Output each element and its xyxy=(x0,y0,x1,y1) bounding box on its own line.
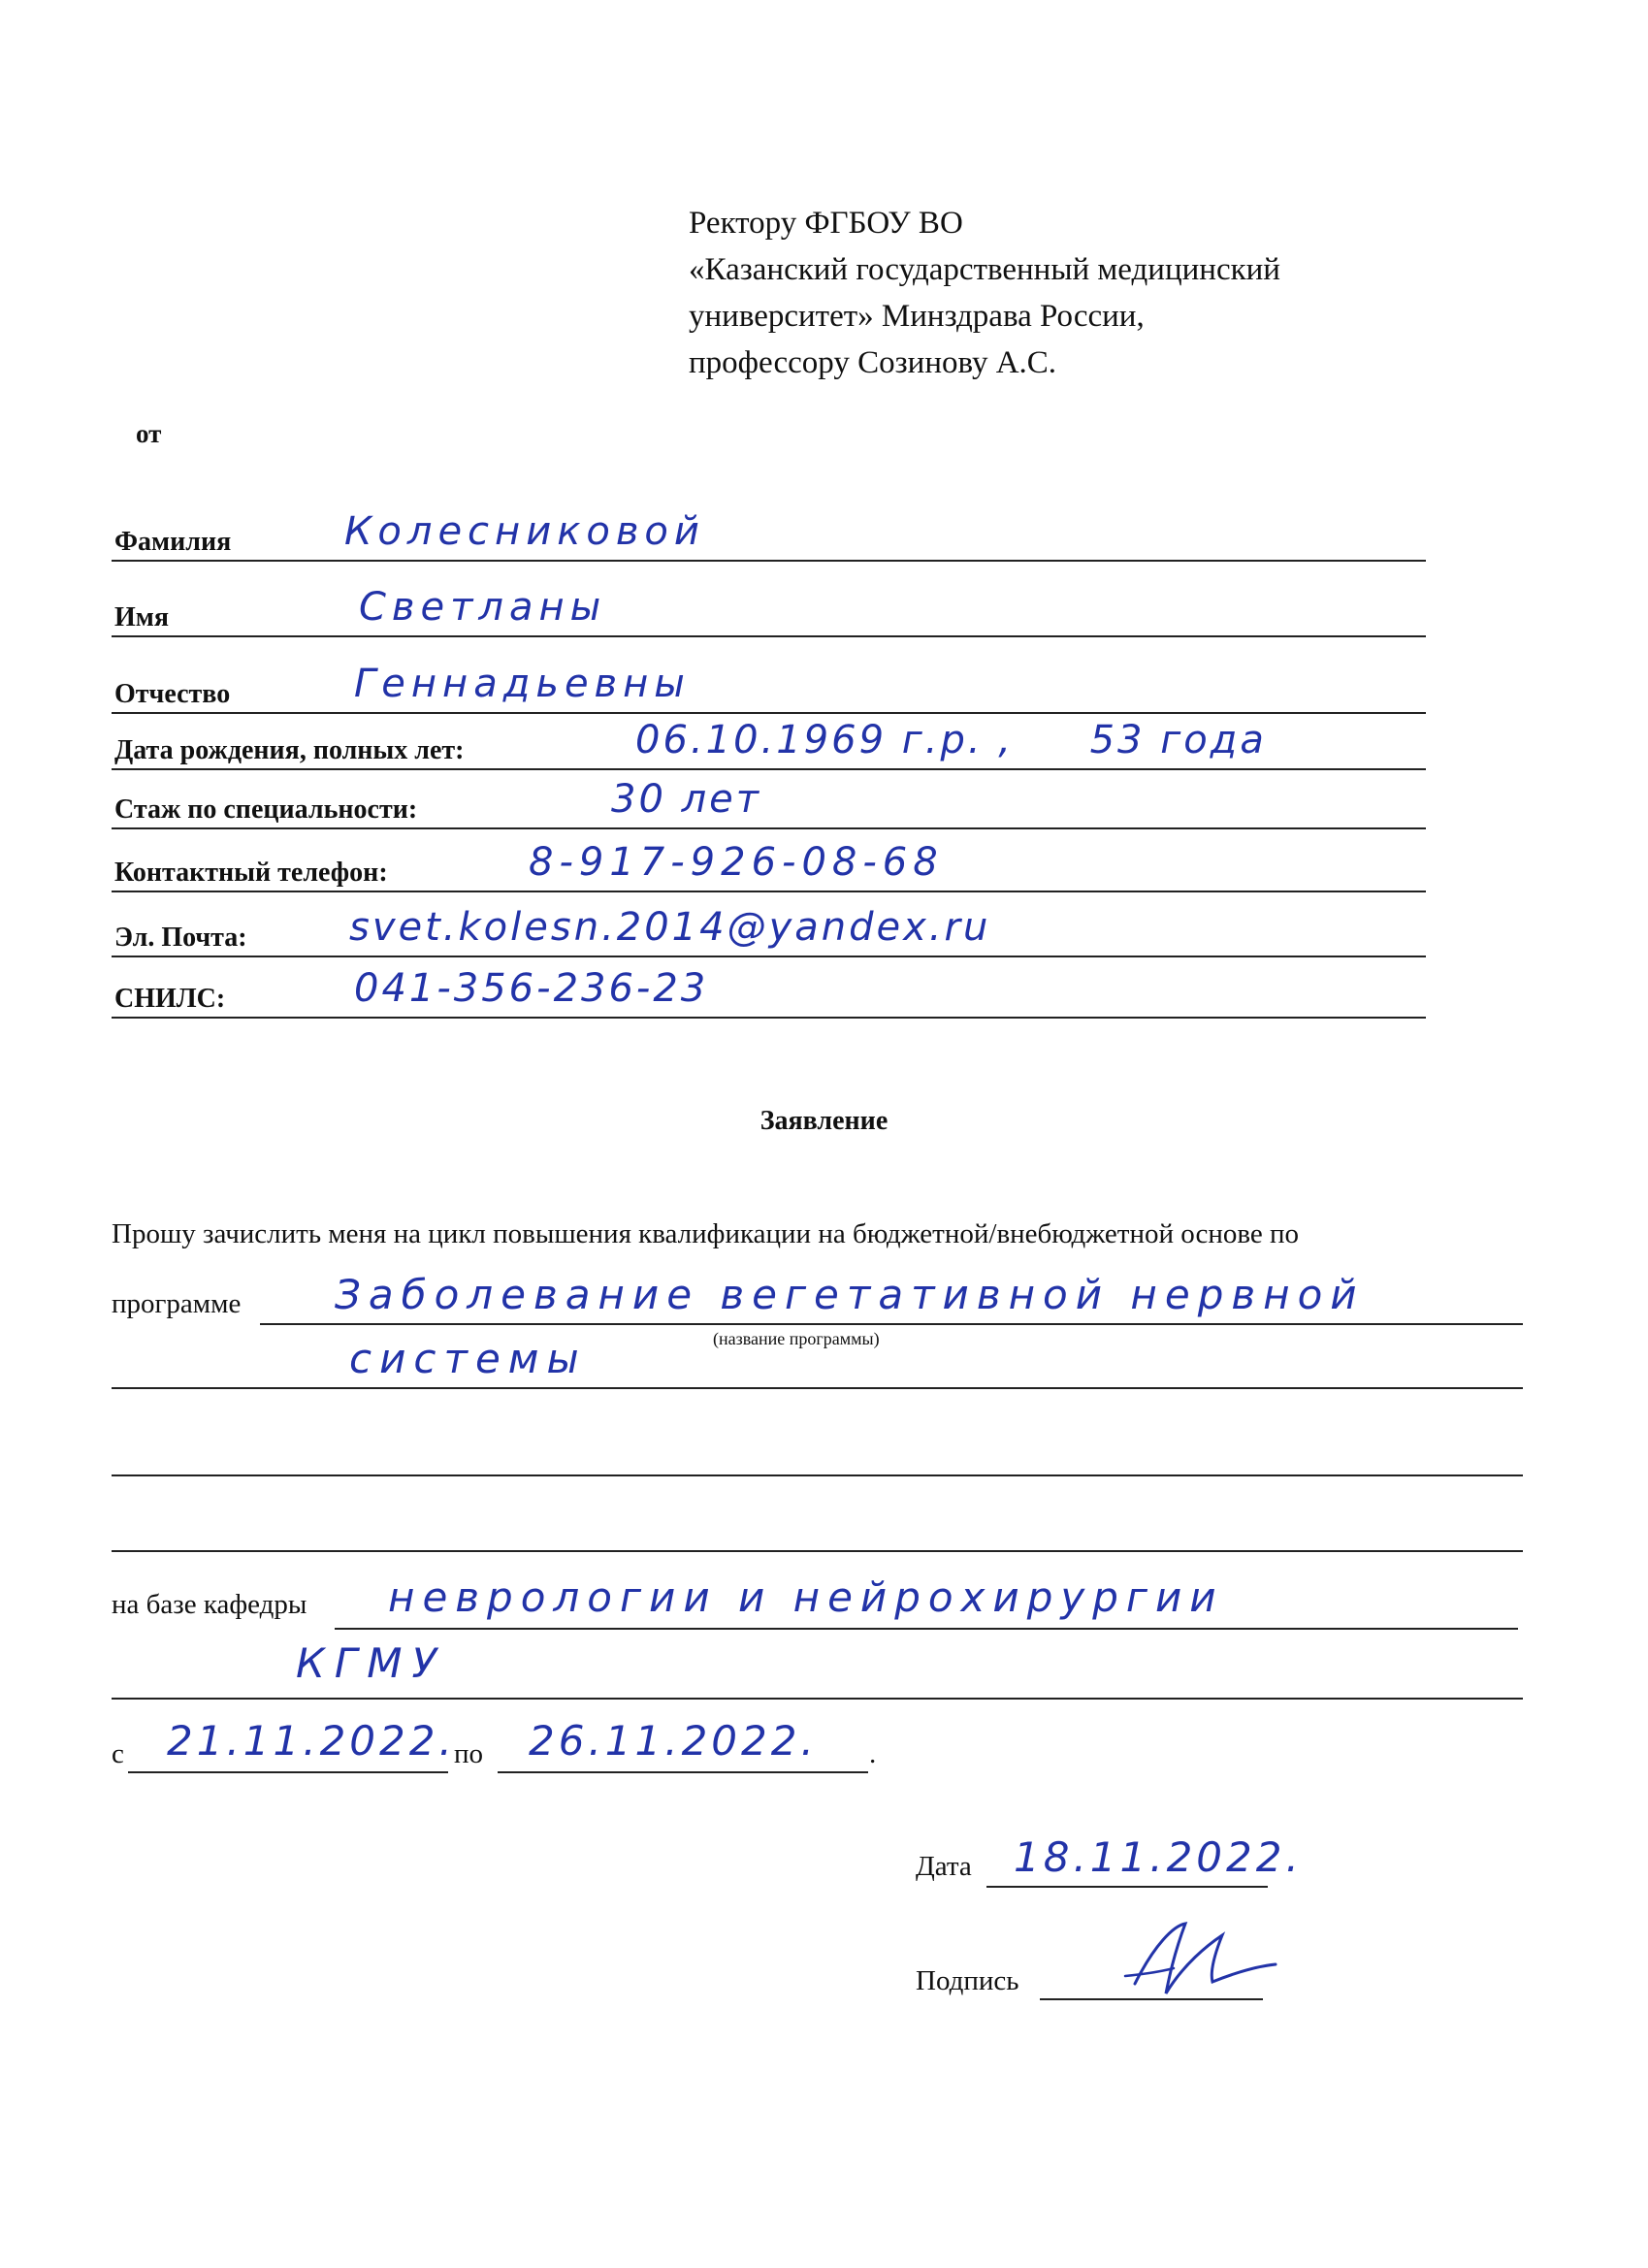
signature-label: Подпись xyxy=(916,1965,1019,1996)
program-value-2: системы xyxy=(349,1335,587,1382)
program-line-3 xyxy=(112,1474,1523,1476)
field-phone xyxy=(112,840,1426,892)
period-end: . xyxy=(869,1738,877,1769)
field-label: Отчество xyxy=(114,679,231,709)
addressee-line-2: «Казанский государственный медицинский xyxy=(689,252,1280,287)
department-label: на базе кафедры xyxy=(112,1589,307,1620)
field-value: 06.10.1969 г.р. , 53 года xyxy=(635,718,1267,762)
program-caption: (название программы) xyxy=(713,1329,880,1348)
field-name xyxy=(112,585,1426,637)
addressee-line-3: университет» Минздрава России, xyxy=(689,299,1145,334)
field-value: 8-917-926-08-68 xyxy=(529,840,944,885)
period-from-value: 21.11.2022. xyxy=(167,1717,456,1765)
field-label: Контактный телефон: xyxy=(114,858,388,888)
date-line xyxy=(986,1886,1268,1888)
program-line-4 xyxy=(112,1550,1523,1552)
field-label: Имя xyxy=(114,602,169,632)
field-snils xyxy=(112,966,1426,1019)
field-label: СНИЛС: xyxy=(114,984,226,1014)
period-to-line xyxy=(498,1771,868,1773)
field-birthdate-age xyxy=(112,718,1426,770)
field-email xyxy=(112,905,1426,957)
addressee-line-1: Ректору ФГБОУ ВО xyxy=(689,206,963,241)
department-value-1: неврологии и нейрохирургии xyxy=(388,1573,1224,1621)
field-value: Геннадьевны xyxy=(354,662,691,706)
addressee-line-4: профессору Созинову А.С. xyxy=(689,345,1057,380)
period-to-value: 26.11.2022. xyxy=(529,1717,818,1765)
field-patronymic xyxy=(112,662,1426,714)
program-value-1: Заболевание вегетативной нервной xyxy=(335,1271,1365,1318)
date-value: 18.11.2022. xyxy=(1014,1833,1303,1881)
field-value: svet.kolesn.2014@yandex.ru xyxy=(349,905,991,950)
field-value: Колесниковой xyxy=(344,509,705,554)
field-value: 30 лет xyxy=(611,777,762,822)
field-value: 041-356-236-23 xyxy=(354,966,709,1011)
document-heading: Заявление xyxy=(759,1106,889,1136)
date-label: Дата xyxy=(916,1851,972,1882)
program-label: программе xyxy=(112,1288,242,1319)
period-to-label: по xyxy=(454,1738,484,1769)
department-line-2 xyxy=(112,1698,1523,1700)
field-label: Фамилия xyxy=(114,527,232,557)
period-from-label: с xyxy=(112,1738,124,1769)
program-line-2 xyxy=(112,1387,1523,1389)
signature-mark xyxy=(1115,1906,1290,2013)
program-line-1 xyxy=(260,1323,1523,1325)
field-label: Дата рождения, полных лет: xyxy=(114,735,465,765)
request-text: Прошу зачислить меня на цикл повышения квалификации на бюджетной/внебюджетной основе по xyxy=(112,1218,1300,1249)
department-value-2: КГМУ xyxy=(296,1639,447,1687)
field-value: Светланы xyxy=(359,585,607,630)
department-line-1 xyxy=(335,1628,1518,1630)
field-label: Стаж по специальности: xyxy=(114,794,418,825)
field-experience xyxy=(112,777,1426,829)
from-label: от xyxy=(136,419,162,448)
addressee-block xyxy=(689,200,1280,386)
field-surname xyxy=(112,509,1426,562)
period-from-line xyxy=(128,1771,448,1773)
field-label: Эл. Почта: xyxy=(114,923,247,953)
